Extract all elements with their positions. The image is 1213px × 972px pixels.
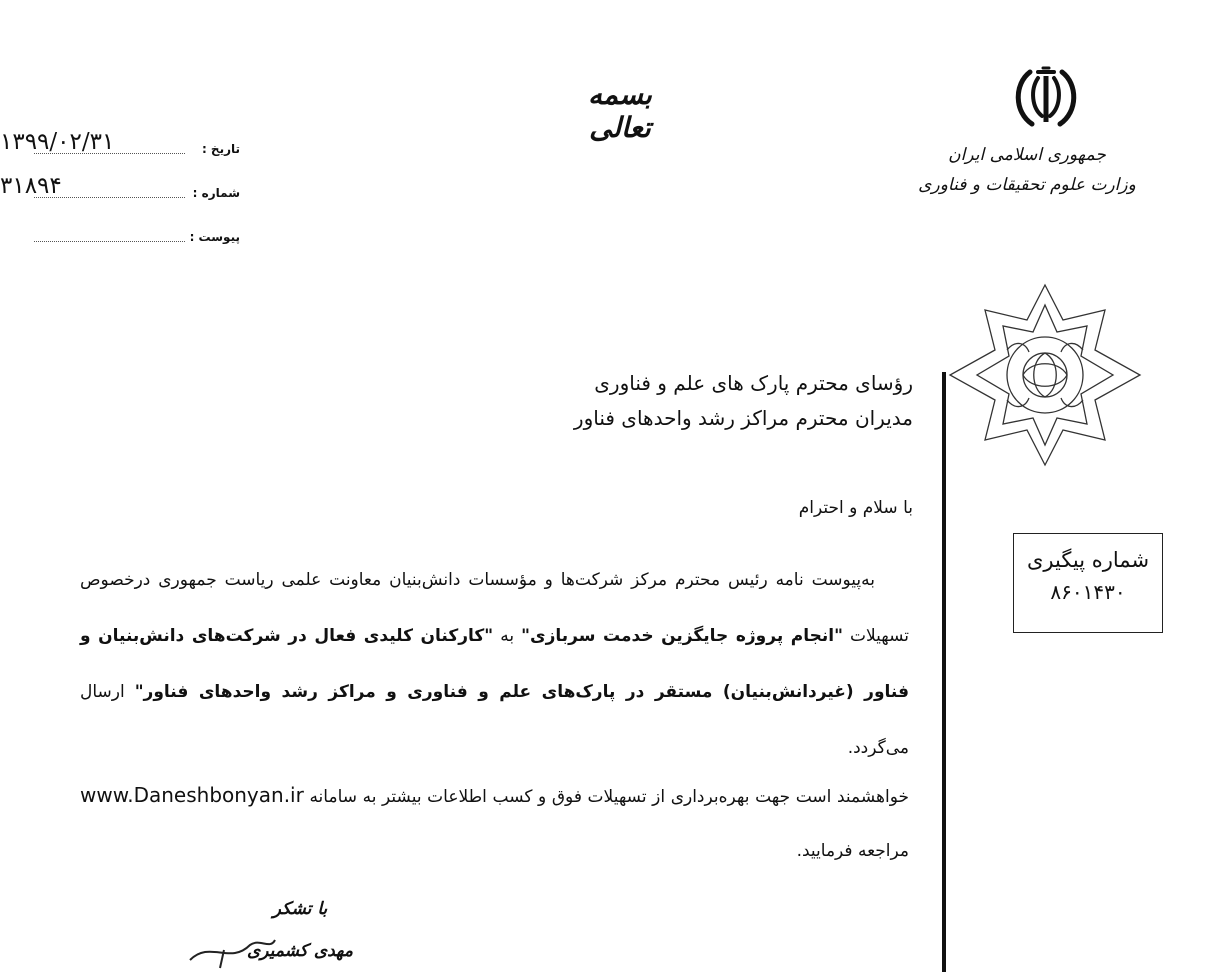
signature-thanks: با تشکر — [272, 899, 328, 919]
tracking-number-box — [1013, 533, 1163, 633]
greeting: با سلام و احترام — [798, 498, 913, 518]
ministry-name — [907, 140, 1147, 200]
paragraph-text-3: ارسال می‌گردد. — [80, 682, 909, 758]
paragraph2-suffix: مراجعه فرمایید. — [796, 841, 909, 861]
letter-paragraph-2 — [80, 768, 909, 878]
number-value: ۳۱۸۹۴ — [0, 173, 62, 199]
basmala: بسمه تعالی — [588, 78, 652, 144]
decorative-ornament-icon — [945, 280, 1145, 470]
date-row — [0, 124, 245, 168]
attachment-row — [0, 212, 245, 256]
letter-paragraph — [80, 552, 909, 776]
number-row — [0, 168, 245, 212]
iran-emblem-icon — [1010, 62, 1082, 134]
addressee-line-2: مدیران محترم مراکز رشد واحدهای فناور — [573, 406, 913, 430]
date-label: تاریخ : — [201, 142, 240, 156]
paragraph-text-2: به — [493, 626, 522, 646]
letter-meta — [0, 124, 245, 256]
tracking-label: شماره پیگیری — [1026, 548, 1150, 572]
paragraph-text-1: به‌پیوست نامه رئیس محترم مرکز شرکت‌ها و مؤسسات دانش‌بنیان معاونت علمی ریاست جمهوری درخصوص تسهیلات — [80, 570, 909, 646]
tracking-value: ۸۶۰۱۴۳۰ — [1050, 580, 1126, 604]
paragraph2-text: خواهشمند است جهت بهره‌برداری از تسهیلات فوق و کسب اطلاعات بیشتر به سامانه — [303, 787, 909, 807]
vertical-divider — [942, 372, 946, 972]
date-value: ۱۳۹۹/۰۲/۳۱ — [0, 129, 115, 155]
website-link[interactable]: www.Daneshbonyan.ir — [80, 783, 304, 807]
addressee-block — [80, 366, 913, 436]
country-name: جمهوری اسلامی ایران — [948, 145, 1106, 165]
attachment-dots — [34, 241, 185, 242]
addressee-line-1: رؤسای محترم پارک های علم و فناوری — [594, 371, 913, 395]
ministry-title: وزارت علوم تحقیقات و فناوری — [918, 175, 1136, 195]
signature-scribble-icon — [180, 930, 280, 970]
attachment-label: پیوست : — [189, 230, 240, 244]
paragraph-bold-2: "کارکنان کلیدی فعال در شرکت‌های دانش‌بنیان و فناور (غیردانش‌بنیان) مستقر در پارک‌های علم و فناوری و مراکز رشد واحدهای فناور" — [80, 626, 909, 702]
number-label: شماره : — [192, 186, 240, 200]
paragraph-bold-1: "انجام پروژه جایگزین خدمت سربازی" — [521, 626, 843, 646]
signature-name: مهدی کشمیری — [247, 941, 353, 961]
